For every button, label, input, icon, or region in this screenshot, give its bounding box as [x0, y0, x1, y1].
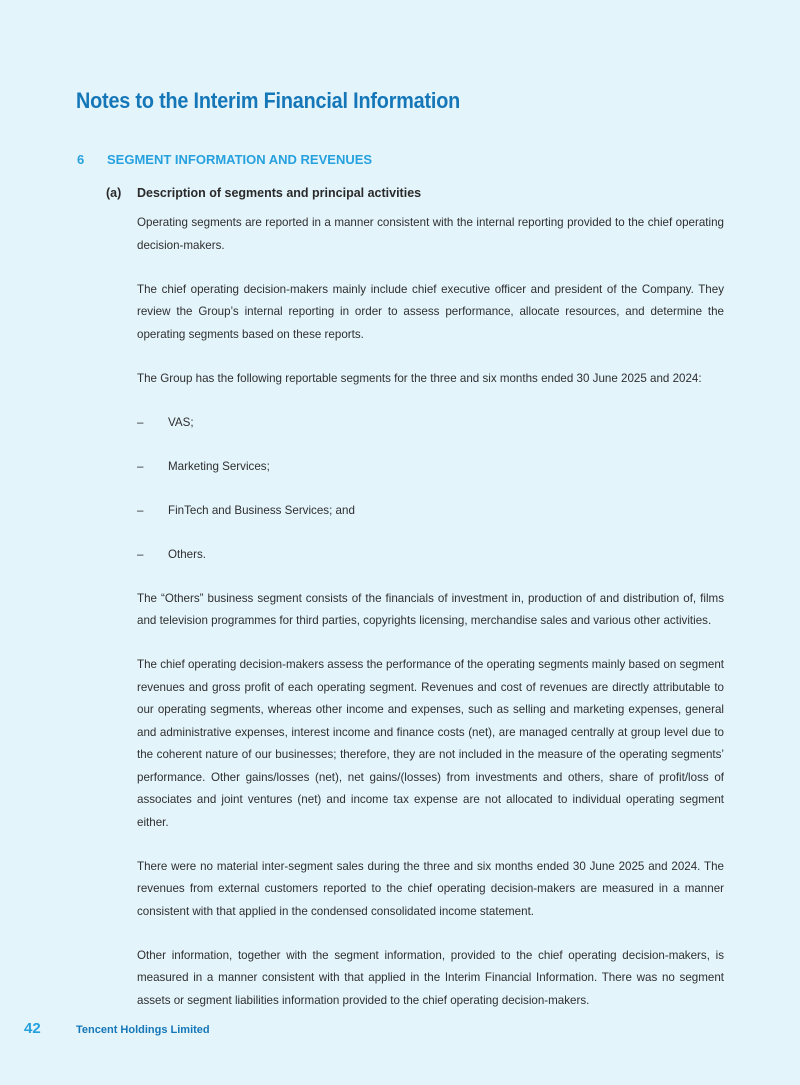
list-item: [137, 412, 724, 435]
paragraph-intro: Operating segments are reported in a manner consistent with the internal reporting provided to the chief operating decision-makers.: [137, 216, 724, 252]
section-number: 6: [77, 152, 85, 167]
list-item: [137, 544, 724, 567]
paragraph-reportable-segments: The Group has the following reportable segments for the three and six months ended 30 June 2025 and 2024:: [137, 371, 702, 385]
list-item-text: VAS;: [168, 415, 194, 429]
list-item: [137, 456, 724, 479]
paragraph-other-information: Other information, together with the segment information, provided to the chief operating decision-makers, is measured in a manner consistent with that applied in the Interim Financial Information. There was no segment assets or segment liabilities information provided to the chief operating decision-makers.: [137, 948, 724, 1007]
section-heading: [77, 152, 372, 167]
body-text: [137, 212, 724, 1034]
paragraph-others-segment: The “Others” business segment consists of the financials of investment in, production of and distribution of, films and television programmes for third parties, copyrights licensing, merchandise sales and various other activities.: [137, 591, 724, 627]
list-bullet: –: [137, 547, 144, 561]
section-title: SEGMENT INFORMATION AND REVENUES: [107, 152, 373, 167]
paragraph-performance-assessment: The chief operating decision-makers assess the performance of the operating segments mainly based on segment revenues and gross profit of each operating segment. Revenues and cost of revenues are directly attributable to our operating segments, whereas other income and expenses, such as selling and marketing expenses, general and administrative expenses, interest income and finance costs (net), are managed centrally at group level due to the coherent nature of our businesses; therefore, they are not included in the measure of the operating segments’ performance. Other gains/losses (net), net gains/(losses) from investments and others, share of profit/loss of associates and joint ventures (net) and income tax expense are not allocated to individual operating segment either.: [137, 658, 724, 829]
list-item-text: Others.: [168, 547, 207, 561]
list-bullet: –: [137, 459, 144, 473]
list-item-text: FinTech and Business Services; and: [168, 503, 355, 517]
subsection-title: Description of segments and principal activities: [137, 186, 422, 200]
list-item-text: Marketing Services;: [168, 459, 270, 473]
subsection-label: (a): [106, 186, 122, 200]
paragraph-inter-segment-sales: There were no material inter-segment sales during the three and six months ended 30 June 2025 and 2024. The revenues from external customers reported to the chief operating decision-makers are measured in a manner consistent with that applied in the condensed consolidated income statement.: [137, 859, 724, 918]
list-bullet: –: [137, 503, 144, 517]
list-item: [137, 500, 724, 523]
company-name: Tencent Holdings Limited: [76, 1024, 210, 1036]
page-footer: [24, 1020, 210, 1038]
paragraph-decision-makers: The chief operating decision-makers mainly include chief executive officer and president of the Company. They review the Group’s internal reporting in order to assess performance, allocate resources, and determine the operating segments based on these reports.: [137, 282, 724, 341]
page-title: Notes to the Interim Financial Information: [76, 88, 461, 113]
page-number: 42: [24, 1020, 41, 1037]
list-bullet: –: [137, 415, 144, 429]
subsection-heading: [106, 186, 421, 200]
